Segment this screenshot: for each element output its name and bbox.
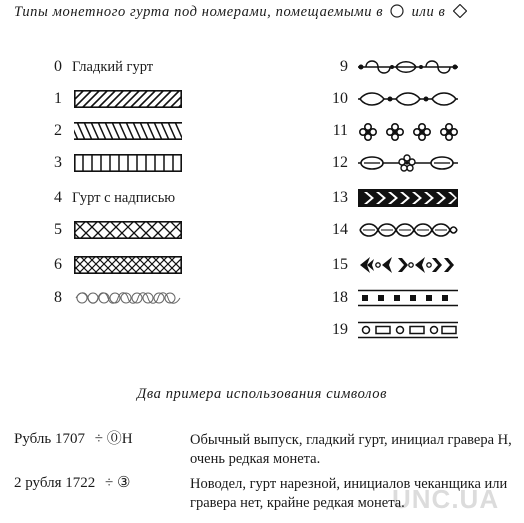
edge-type-number: 19	[332, 321, 348, 338]
edge-type-number: 13	[332, 189, 348, 206]
edge-type-row	[320, 288, 520, 308]
edge-type-row	[0, 188, 260, 208]
crosshatch-pattern-icon	[74, 221, 182, 239]
arrowheads-pattern-icon	[358, 255, 458, 275]
edge-type-row	[320, 89, 520, 109]
edge-type-number: 6	[54, 256, 62, 273]
edge-type-row	[320, 320, 520, 340]
ovals-and-flowers-pattern-icon	[358, 153, 458, 173]
watermark: UNC.UA	[392, 484, 500, 514]
diamond-crosshatch-pattern-icon	[74, 256, 182, 274]
edge-type-row	[320, 121, 520, 141]
edge-type-label: Гладкий гурт	[72, 59, 154, 75]
example-coin-line	[14, 472, 130, 494]
edge-type-row	[0, 121, 260, 141]
lens-chain-pattern-icon	[358, 90, 458, 108]
edge-type-number: 4	[54, 189, 62, 206]
vertical-lines-pattern-icon	[74, 154, 182, 172]
title-part1: Типы монетного гурта под номерами, помещаемыми в	[14, 4, 384, 20]
example-coin: 2 рубля 1722	[14, 475, 96, 491]
lace-chain-pattern-icon	[358, 221, 458, 239]
edge-type-row	[320, 188, 520, 208]
edge-type-number: 15	[332, 256, 348, 273]
edge-type-number: 0	[54, 58, 62, 75]
title-part2: или в	[411, 4, 446, 20]
rosettes-pattern-icon	[358, 121, 458, 141]
edge-type-row	[320, 255, 520, 275]
example-description: Новодел, гурт нарезной, инициалов чеканщика или гравера нет, крайне редкая монета.	[190, 476, 508, 511]
diagonal-hatch-pattern-icon	[74, 90, 182, 108]
edge-type-row	[0, 153, 260, 173]
edge-type-number: 11	[332, 122, 348, 139]
edge-type-row	[0, 57, 260, 77]
edge-type-number: 9	[340, 58, 348, 75]
example-code: ÷ ⓪Н	[94, 431, 133, 447]
edge-type-row	[320, 57, 520, 77]
chevrons-pattern-icon	[358, 189, 458, 207]
edge-type-row	[0, 220, 260, 240]
examples-title: Два примера использования символов	[137, 386, 387, 402]
edge-type-number: 5	[54, 221, 62, 238]
edge-type-number: 18	[332, 289, 348, 306]
diamond-symbol-icon	[453, 4, 467, 18]
edge-type-number: 12	[332, 154, 348, 171]
rope-loops-pattern-icon	[74, 290, 182, 306]
edge-type-label: Гурт с надписью	[72, 190, 176, 206]
example-code: ÷ ③	[105, 475, 131, 491]
edge-type-number: 3	[54, 154, 62, 171]
edge-type-row	[320, 220, 520, 240]
circle-symbol-icon	[390, 4, 404, 18]
example-coin: Рубль 1707	[14, 431, 85, 447]
reverse-hatch-pattern-icon	[74, 122, 182, 140]
edge-type-row	[0, 255, 260, 275]
edge-type-row	[0, 288, 260, 308]
edge-type-number: 1	[54, 90, 62, 107]
edge-type-row	[0, 89, 260, 109]
circles-and-rectangles-pattern-icon	[358, 321, 458, 339]
edge-type-row	[320, 153, 520, 173]
edge-type-number: 2	[54, 122, 62, 139]
edge-type-number: 8	[54, 289, 62, 306]
edge-type-number: 14	[332, 221, 348, 238]
page-title	[14, 4, 514, 21]
leaf-vine-pattern-icon	[358, 58, 458, 76]
edge-type-number: 10	[332, 90, 348, 107]
example-description: Обычный выпуск, гладкий гурт, инициал гравера Н, очень редкая монета.	[190, 432, 512, 467]
example-coin-line	[14, 428, 133, 450]
dotted-band-pattern-icon	[358, 289, 458, 307]
